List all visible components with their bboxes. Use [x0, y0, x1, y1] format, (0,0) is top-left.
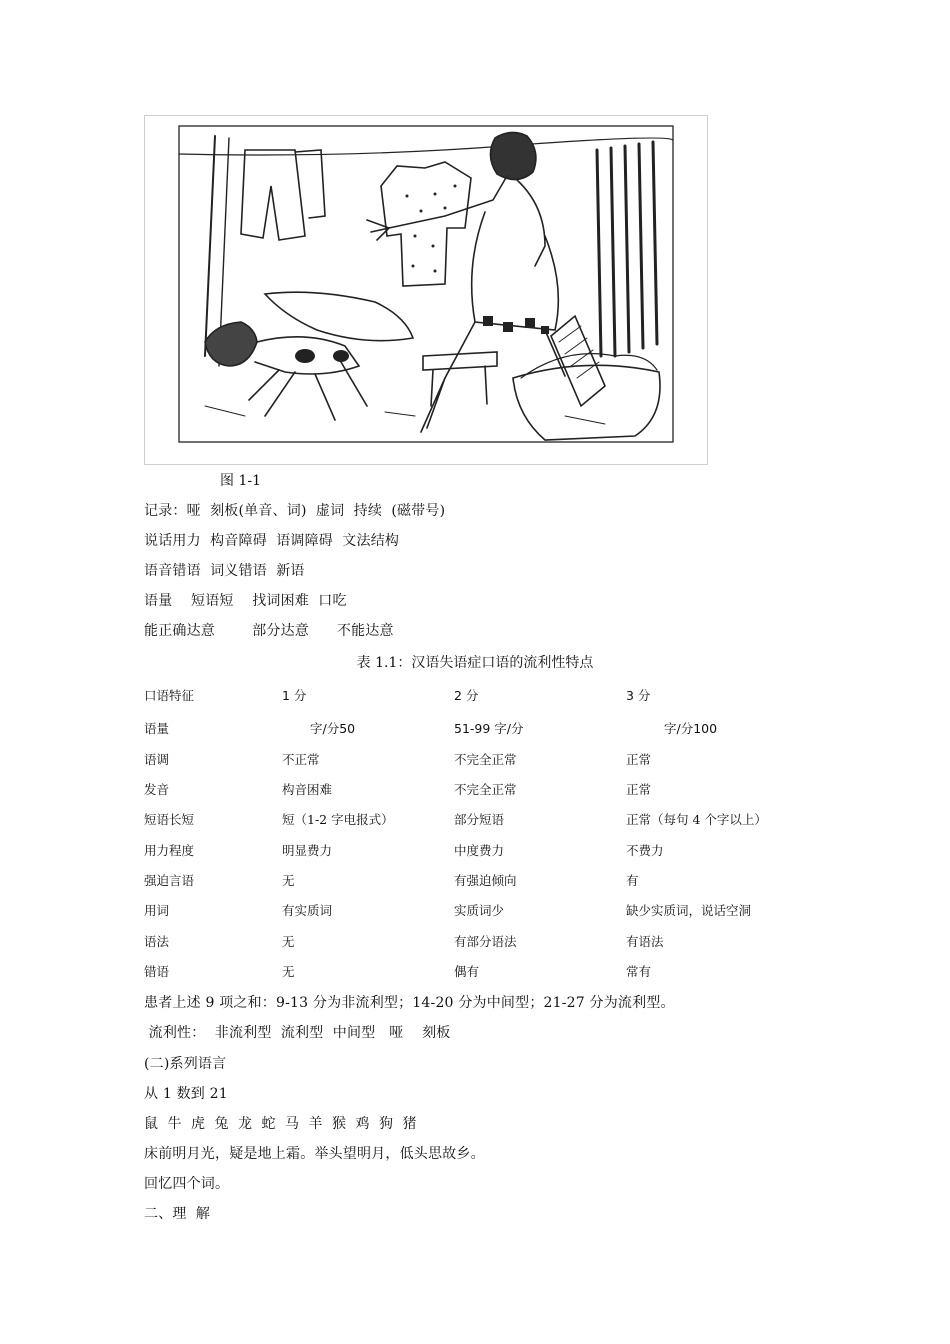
table-cell: 不完全正常	[454, 782, 517, 797]
table-cell: 偶有	[454, 964, 480, 979]
table-cell: 缺少实质词，说话空洞	[626, 903, 752, 918]
poem-task: 床前明月光，疑是地上霜。举头望明月，低头思故乡。	[144, 1146, 485, 1162]
table-cell: 短语长短	[144, 812, 195, 827]
table-row	[144, 750, 824, 772]
table-header-cell: 3 分	[626, 688, 651, 703]
table-cell: 错语	[144, 964, 170, 979]
figure-caption: 图 1-1	[220, 473, 261, 489]
table-cell: 语法	[144, 934, 170, 949]
table-cell: 用词	[144, 903, 170, 918]
table-cell: 有强迫倾向	[454, 873, 517, 888]
table-cell: 有实质词	[282, 903, 333, 918]
table-cell: 构音困难	[282, 782, 333, 797]
table-cell: 正常	[626, 782, 652, 797]
record-line-4: 语量 短语短 找词困难 口吃	[144, 593, 347, 609]
record-line-5: 能正确达意 部分达意 不能达意	[144, 623, 394, 639]
table-row	[144, 780, 824, 802]
table-cell: 字/分100	[664, 721, 718, 736]
table-cell: 有	[626, 873, 639, 888]
table-cell: 实质词少	[454, 903, 505, 918]
table-row	[144, 841, 824, 863]
table-cell: 发音	[144, 782, 170, 797]
table-row	[144, 719, 824, 741]
zodiac-task: 鼠 牛 虎 兔 龙 蛇 马 羊 猴 鸡 狗 猪	[144, 1116, 417, 1132]
table-cell: 短（1-2 字电报式）	[282, 812, 394, 827]
section-heading-comprehension: 二、理 解	[144, 1206, 211, 1222]
table-row	[144, 810, 824, 832]
table-header-cell: 口语特征	[144, 688, 195, 703]
table-header-cell: 2 分	[454, 688, 479, 703]
table-cell: 强迫言语	[144, 873, 195, 888]
table-cell: 语调	[144, 752, 170, 767]
table-header-row	[144, 686, 824, 708]
record-line-1: 记录：哑 刻板(单音、词) 虚词 持续 (磁带号)	[144, 503, 446, 519]
table-cell: 不完全正常	[454, 752, 517, 767]
record-line-3: 语音错语 词义错语 新语	[144, 563, 305, 579]
count-task: 从 1 数到 21	[144, 1086, 228, 1102]
table-header-cell: 1 分	[282, 688, 307, 703]
table-cell: 用力程度	[144, 843, 195, 858]
table-cell: 51-99 字/分	[454, 721, 524, 736]
table-cell: 不正常	[282, 752, 320, 767]
figure-illustration	[144, 115, 708, 465]
fluency-options: 流利性： 非流利型 流利型 中间型 哑 刻板	[144, 1025, 451, 1041]
table-cell: 明显费力	[282, 843, 333, 858]
table-cell: 有语法	[626, 934, 664, 949]
table-cell: 有部分语法	[454, 934, 517, 949]
table-row	[144, 871, 824, 893]
table-cell: 正常	[626, 752, 652, 767]
table-cell: 无	[282, 934, 295, 949]
table-title: 表 1.1：汉语失语症口语的流利性特点	[356, 655, 594, 671]
table-row	[144, 932, 824, 954]
table-row	[144, 901, 824, 923]
table-cell: 中度费力	[454, 843, 505, 858]
laundry-scene-illustration	[145, 116, 707, 464]
section-heading-series-speech: (二)系列语言	[144, 1056, 227, 1072]
table-cell: 常有	[626, 964, 652, 979]
table-cell: 正常（每句 4 个字以上）	[626, 812, 767, 827]
table-cell: 无	[282, 873, 295, 888]
score-summary: 患者上述 9 项之和：9-13 分为非流利型；14-20 分为中间型；21-27 分为流利型。	[144, 995, 675, 1011]
table-cell: 不费力	[626, 843, 664, 858]
table-cell: 语量	[144, 721, 170, 736]
table-row	[144, 962, 824, 984]
table-cell: 无	[282, 964, 295, 979]
recall-task: 回忆四个词。	[144, 1176, 230, 1192]
record-line-2: 说话用力 构音障碍 语调障碍 文法结构	[144, 533, 400, 549]
table-cell: 部分短语	[454, 812, 505, 827]
table-cell: 字/分50	[310, 721, 356, 736]
